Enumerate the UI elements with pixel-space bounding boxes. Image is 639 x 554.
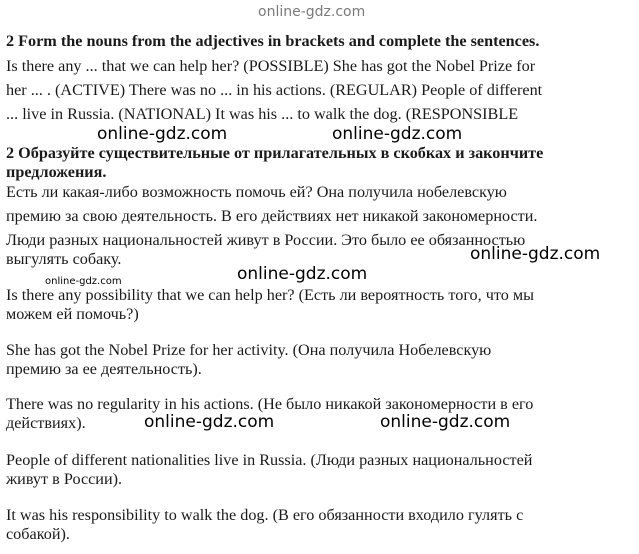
- task-line-ru: Есть ли какая-либо возможность помочь ей? Она получила нобелевскую: [6, 183, 507, 201]
- answer-line: живут в России).: [6, 470, 123, 488]
- answer-line: It was his responsibility to walk the dog. (В его обязанности входило гулять с: [6, 506, 524, 524]
- task-line-en: her ... . (ACTIVE) There was no ... in his actions. (REGULAR) People of different: [6, 81, 543, 99]
- answer-line: премию за ее деятельность).: [6, 360, 202, 378]
- watermark: online-gdz.com: [97, 124, 228, 144]
- watermark: online-gdz.com: [470, 244, 601, 264]
- task-line-ru: Люди разных национальностей живут в России. Это было ее обязанностью: [6, 231, 526, 249]
- task-line-ru: премию за свою деятельность. В его действиях нет никакой закономерности.: [6, 207, 538, 225]
- answer-line: She has got the Nobel Prize for her activity. (Она получила Нобелевскую: [6, 341, 492, 359]
- watermark: online-gdz.com: [45, 276, 122, 287]
- answer-line: собакой).: [6, 525, 70, 543]
- answer-line: There was no regularity in his actions. (Не было никакой закономерности в его: [6, 395, 534, 413]
- watermark: online-gdz.com: [237, 264, 368, 284]
- task-heading-ru: 2 Образуйте существительные от прилагательных в скобках и закончите: [6, 144, 544, 162]
- answer-line: People of different nationalities live in Russia. (Люди разных национальностей: [6, 451, 533, 469]
- answer-line: действиях).: [6, 414, 86, 432]
- task-line-en: Is there any ... that we can help her? (POSSIBLE) She has got the Nobel Prize for: [6, 57, 536, 75]
- watermark: online-gdz.com: [332, 124, 463, 144]
- watermark: online-gdz.com: [144, 412, 275, 432]
- task-heading-en: 2 Form the nouns from the adjectives in brackets and complete the sentences.: [6, 32, 540, 50]
- watermark-top: online-gdz.com: [258, 4, 366, 20]
- task-line-en: ... live in Russia. (NATIONAL) It was his ... to walk the dog. (RESPONSIBLE: [6, 105, 519, 123]
- watermark: online-gdz.com: [380, 412, 511, 432]
- answer-line: можем ей помочь?): [6, 305, 139, 323]
- task-line-ru: выгулять собаку.: [6, 250, 122, 268]
- task-heading-ru: предложения.: [6, 163, 107, 181]
- answer-line: Is there any possibility that we can help her? (Есть ли вероятность того, что мы: [6, 286, 535, 304]
